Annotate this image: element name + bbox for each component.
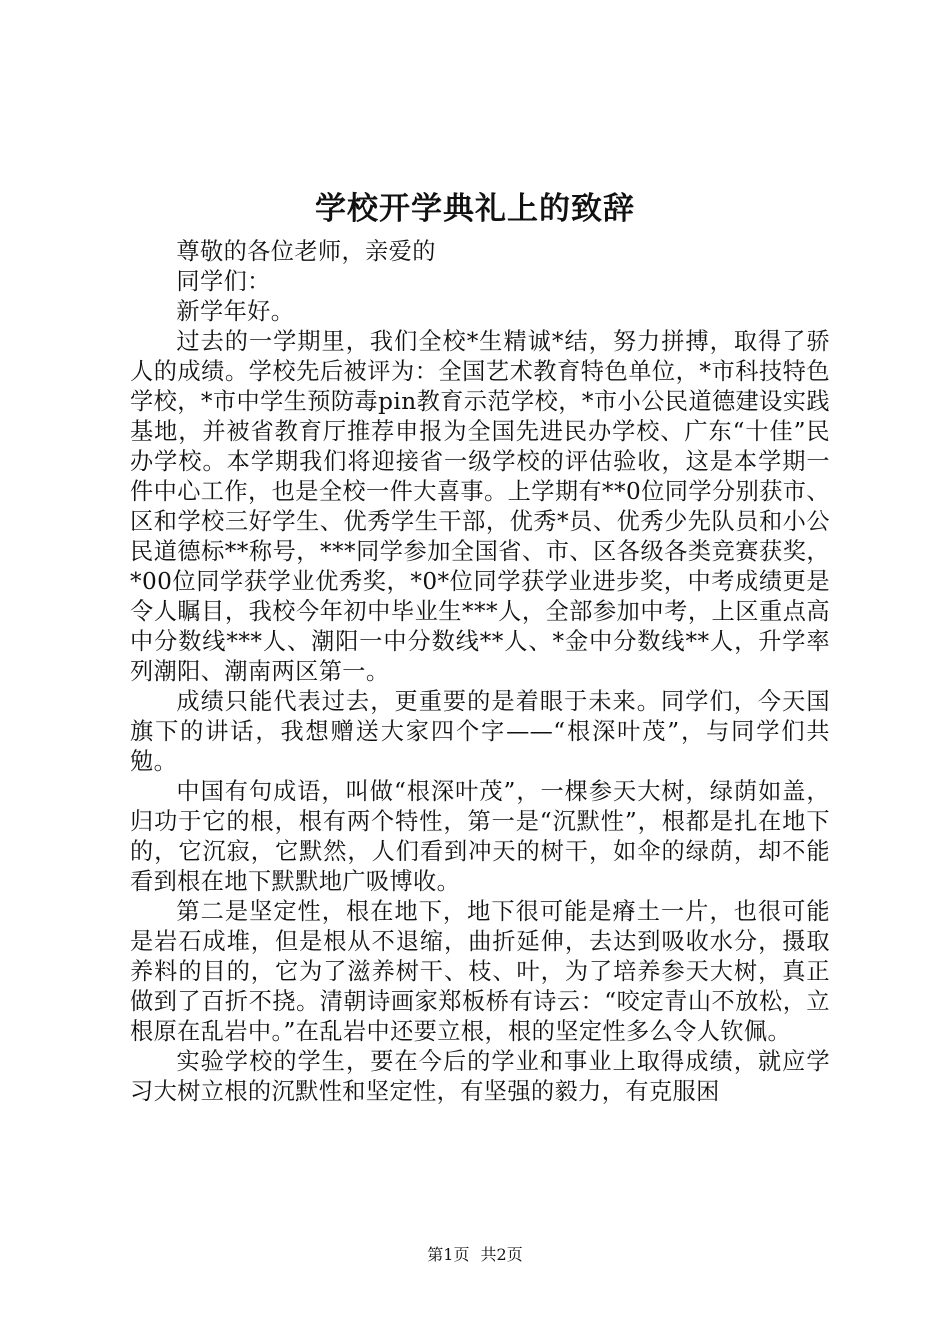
page-number: 第1页 xyxy=(427,1245,470,1264)
paragraph-students: 实验学校的学生，要在今后的学业和事业上取得成绩，就应学习大树立根的沉默性和坚定性，有坚强的毅力，有克服困 xyxy=(130,1048,830,1105)
paragraph-idiom: 中国有句成语，叫做“根深叶茂”，一棵参天大树，绿荫如盖，归功于它的根，根有两个特性，第一是“沉默性”，根都是扎在地下的，它沉寂，它默然，人们看到冲天的树干，如伞的绿荫，却不能看到根在地下默默地广吸博收。 xyxy=(130,778,830,895)
page-total: 共2页 xyxy=(480,1245,523,1264)
document-body xyxy=(130,237,830,1107)
paragraph-firmness: 第二是坚定性，根在地下，地下很可能是瘠土一片，也很可能是岩石成堆，但是根从不退缩，曲折延伸，去达到吸收水分，摄取养料的目的，它为了滋养树干、枝、叶，为了培养参天大树，真正做到了百折不挠。清朝诗画家郑板桥有诗云：“咬定青山不放松，立根原在乱岩中。”在乱岩中还要立根，根的坚定性多么令人钦佩。 xyxy=(130,898,830,1045)
document-title: 学校开学典礼上的致辞 xyxy=(315,191,635,227)
greeting-line: 新学年好。 xyxy=(176,298,295,325)
paragraph-future: 成绩只能代表过去，更重要的是着眼于未来。同学们，今天国旗下的讲话，我想赠送大家四个字——“根深叶茂”，与同学们共勉。 xyxy=(130,688,830,775)
salutation-line-1: 尊敬的各位老师，亲爱的 xyxy=(176,238,436,265)
salutation-line-2: 同学们： xyxy=(176,268,271,295)
paragraph-achievements: 过去的一学期里，我们全校*生精诚*结，努力拼搏，取得了骄人的成绩。学校先后被评为：全国艺术教育特色单位，*市科技特色学校，*市中学生预防毒pin教育示范学校，*市小公民道德建设实践基地，并被省教育厅推荐申报为全国先进民办学校、广东“十佳”民办学校。本学期我们将迎接省一级学校的评估验收，这是本学期一件中心工作，也是全校一件大喜事。上学期有**0位同学分别获市、区和学校三好学生、优秀学生干部，优秀*员、优秀少先队员和小公民道德标**称号，***同学参加全国省、市、区各级各类竞赛获奖，*00位同学获学业优秀奖，*0*位同学获学业进步奖，中考成绩更是令人瞩目，我校今年初中毕业生***人，全部参加中考，上区重点高中分数线***人、潮阳一中分数线**人、*金中分数线**人，升学率列潮阳、潮南两区第一。 xyxy=(130,328,830,685)
page-footer xyxy=(0,1243,950,1267)
